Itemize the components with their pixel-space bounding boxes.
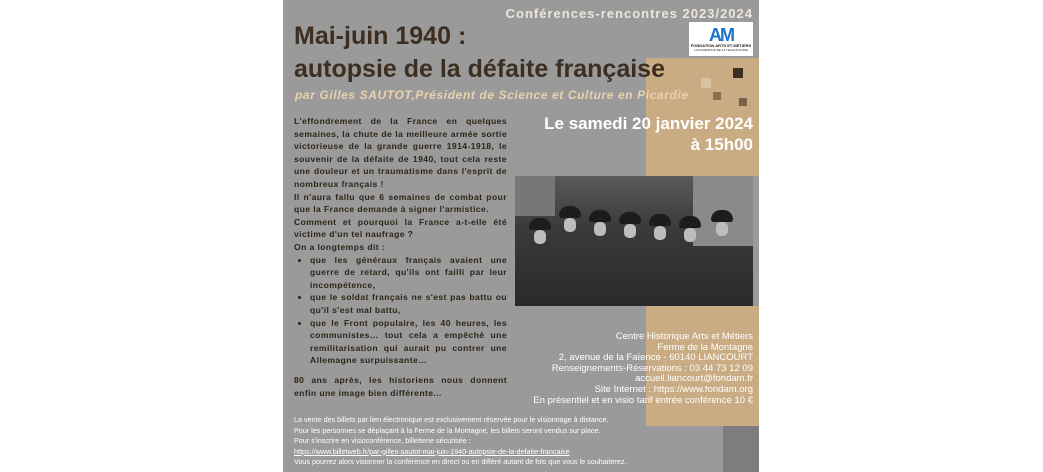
photo-face [534, 230, 546, 244]
description-text [294, 115, 507, 367]
date-line: Le samedi 20 janvier 2024 [544, 114, 753, 133]
decor-square-3 [713, 92, 721, 100]
footer-line: Pour s'inscrire en visioconférence, billetterie sécurisée : [294, 436, 471, 445]
photo-helmet [679, 216, 701, 228]
title-line1: Mai-juin 1940 : [294, 22, 467, 50]
title-line2: autopsie de la défaite française [294, 55, 665, 83]
footer-line: La vente des billets par lien électronique est exclusivement réservée pour le visionnage à distance. [294, 415, 609, 424]
photo-building-left [515, 176, 555, 216]
venue-address: 2, avenue de la Faïence - 60140 LIANCOURT [558, 352, 753, 364]
venue-name: Centre Historique Arts et Métiers [615, 331, 753, 342]
ticketing-footer [294, 415, 714, 468]
photo-face [654, 226, 666, 240]
venue-phone: Renseignements-Réservations : 03 44 73 12 09 [551, 362, 753, 374]
time-line: à 15h00 [690, 135, 753, 154]
fondation-logo [689, 22, 753, 56]
conference-title [294, 20, 665, 86]
photo-helmet [559, 206, 581, 218]
decor-square-2 [701, 78, 711, 88]
logo-text-line2: LA FONDATION DE LA TECHNOLOGIE [694, 47, 748, 52]
venue-info [533, 332, 753, 406]
description-paragraph: Comment et pourquoi la France a-t-elle été victime d'un tel naufrage ? [294, 216, 507, 240]
photo-helmet [619, 212, 641, 224]
list-item: • que le soldat français ne s'est pas battu ou qu'il s'est mal battu, [310, 291, 507, 316]
description-paragraph: Il n'aura fallu que 6 semaines de combat pour que la France demande à signer l'armistice. [294, 191, 507, 215]
footer-line: Pour les personnes se déplaçant à la Ferme de la Montagne, les billets seront vendus sur place. [294, 425, 601, 435]
photo-face [624, 224, 636, 238]
reasons-list [294, 254, 507, 367]
venue-place: Ferme de la Montagne [657, 341, 753, 353]
ticket-link[interactable]: https://www.billetweb.fr/par-gilles-sautot-mai-juin-1940-autopsie-de-la-defaite-francaise [294, 446, 570, 456]
series-heading: Conférences-rencontres 2023/2024 [505, 6, 753, 21]
event-date [544, 113, 753, 155]
photo-helmet [711, 210, 733, 222]
photo-face [594, 222, 606, 236]
photo-face [564, 218, 576, 232]
list-item: • que les généraux français avaient une guerre de retard, qu'ils ont failli par leur incompétence, [310, 254, 507, 292]
description-paragraph: L'effondrement de la France en quelques semaines, la chute de la meilleure armée sortie victorieuse de la grande guerre 1914-1918, le souvenir de la défaite de 1940, tout cela reste une douleur et un traumatisme dans l'esprit de nombreux français ! [294, 116, 507, 189]
gray-block-bottom [723, 426, 759, 472]
decor-square-1 [733, 68, 743, 78]
footer-line: Vous pourrez alors visionner la conférence en direct ou en différé autant de fois que vous le souhaiterez. [294, 457, 627, 466]
venue-website: Site Internet : https://www.fondam.org [594, 383, 753, 395]
soldiers-photo [515, 176, 753, 306]
decor-square-4 [739, 98, 747, 106]
photo-face [716, 222, 728, 236]
logo-text-line1: FONDATION ARTS ET MÉTIERS [690, 42, 752, 48]
conclusion-text: 80 ans après, les historiens nous donnent enfin une image bien différente... [294, 375, 507, 398]
photo-helmet [649, 214, 671, 226]
venue-email: accueil.liancourt@fondam.fr [635, 373, 753, 385]
description-paragraph: On a longtemps dit : [294, 241, 386, 252]
photo-helmet [589, 210, 611, 222]
photo-helmet [529, 218, 551, 230]
logo-mark: AM [709, 24, 733, 45]
speaker-subtitle: par Gilles SAUTOT,Président de Science et Culture en Picardie [295, 88, 689, 102]
venue-price: En présentiel et en visio tarif entrée conférence 10 € [533, 394, 753, 406]
event-poster [283, 0, 759, 472]
list-item: • que le Front populaire, les 40 heures, les communistes… tout cela a empêché une remilitarisation qui aurait pu contrer une Allemagne surpuissante… [310, 317, 507, 367]
photo-face [684, 228, 696, 242]
